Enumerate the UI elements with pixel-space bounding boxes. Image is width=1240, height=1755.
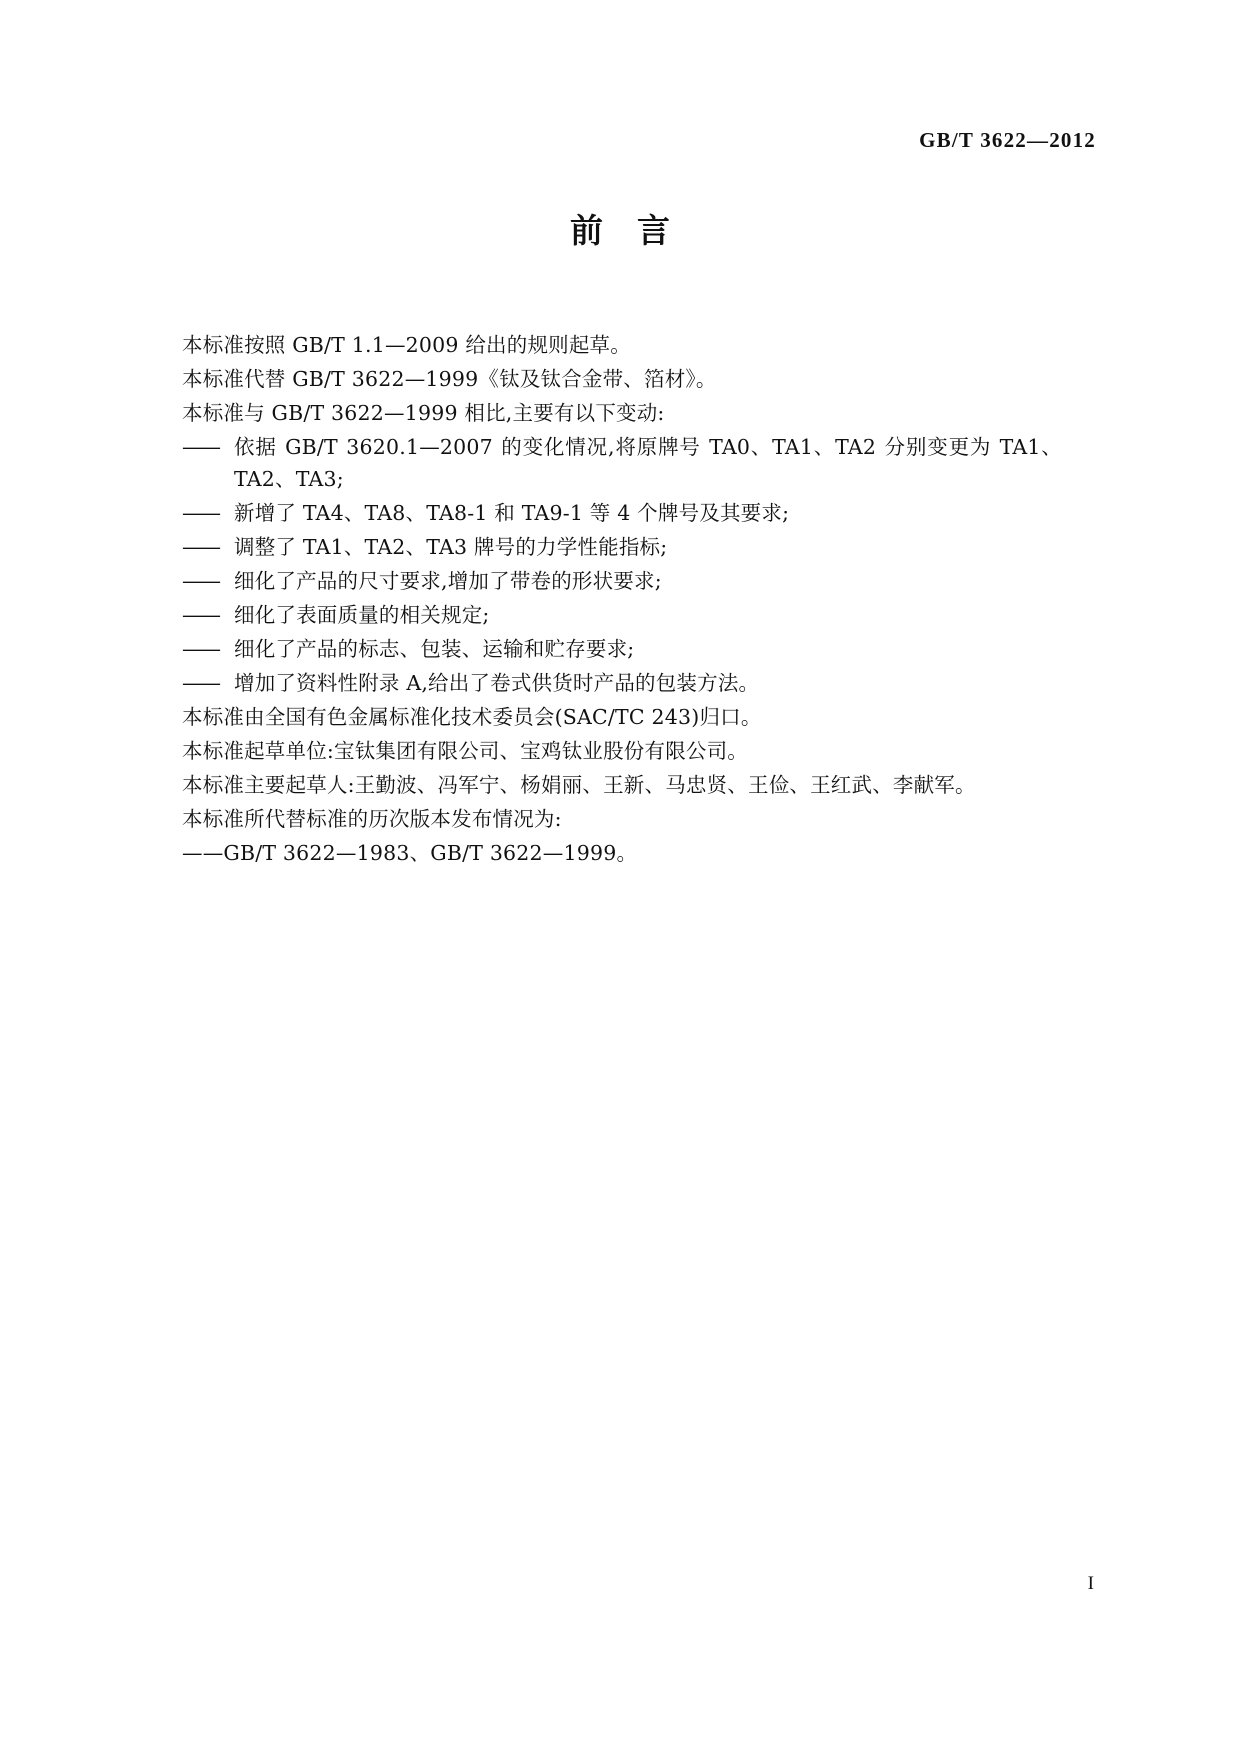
foreword-paragraph: 本标准与 GB/T 3622—1999 相比,主要有以下变动: [182, 401, 665, 425]
em-dash-lead: —— [182, 636, 219, 661]
change-list-item-text: 细化了表面质量的相关规定; [234, 602, 490, 627]
em-dash-lead: —— [182, 534, 219, 559]
change-list-item [182, 634, 1062, 666]
foreword-paragraph: 本标准按照 GB/T 1.1—2009 给出的规则起草。 [182, 333, 631, 357]
history-version-item: ——GB/T 3622—1983、GB/T 3622—1999。 [182, 840, 638, 865]
change-list-item-text: 增加了资料性附录 A,给出了卷式供货时产品的包装方法。 [234, 670, 760, 695]
change-list-item [182, 668, 1062, 700]
change-list-item [182, 498, 1062, 530]
change-list-item-text: 细化了产品的尺寸要求,增加了带卷的形状要求; [234, 568, 662, 593]
change-list-item [182, 532, 1062, 564]
em-dash-lead: —— [182, 435, 219, 459]
change-list-item [182, 432, 1062, 495]
change-list-item [182, 566, 1062, 598]
change-list-item-text: 依据 GB/T 3620.1—2007 的变化情况,将原牌号 TA0、TA1、TA2 分别变更为 TA1、TA2、TA3; [234, 435, 1062, 491]
change-list-item-text: 新增了 TA4、TA8、TA8-1 和 TA9-1 等 4 个牌号及其要求; [234, 500, 790, 525]
change-list-item-text: 调整了 TA1、TA2、TA3 牌号的力学性能指标; [234, 534, 668, 559]
foreword-paragraph: 本标准所代替标准的历次版本发布情况为: [182, 806, 562, 831]
em-dash-lead: —— [182, 500, 219, 525]
foreword-body [182, 330, 1062, 872]
foreword-paragraph: 本标准主要起草人:王勤波、冯军宁、杨娟丽、王新、马忠贤、王俭、王红武、李献军。 [182, 772, 976, 797]
page-title: 前言 [570, 211, 704, 250]
change-list-item [182, 600, 1062, 632]
change-list-item-text: 细化了产品的标志、包装、运输和贮存要求; [234, 636, 635, 661]
foreword-paragraph: 本标准由全国有色金属标准化技术委员会(SAC/TC 243)归口。 [182, 704, 762, 729]
foreword-paragraph: 本标准起草单位:宝钛集团有限公司、宝鸡钛业股份有限公司。 [182, 738, 749, 763]
page-number: I [1087, 1573, 1094, 1594]
em-dash-lead: —— [182, 670, 219, 695]
em-dash-lead: —— [182, 602, 219, 627]
foreword-paragraph: 本标准代替 GB/T 3622—1999《钛及钛合金带、箔材》。 [182, 367, 717, 391]
em-dash-lead: —— [182, 568, 219, 593]
page-header-standard-number: GB/T 3622—2012 [919, 128, 1096, 152]
